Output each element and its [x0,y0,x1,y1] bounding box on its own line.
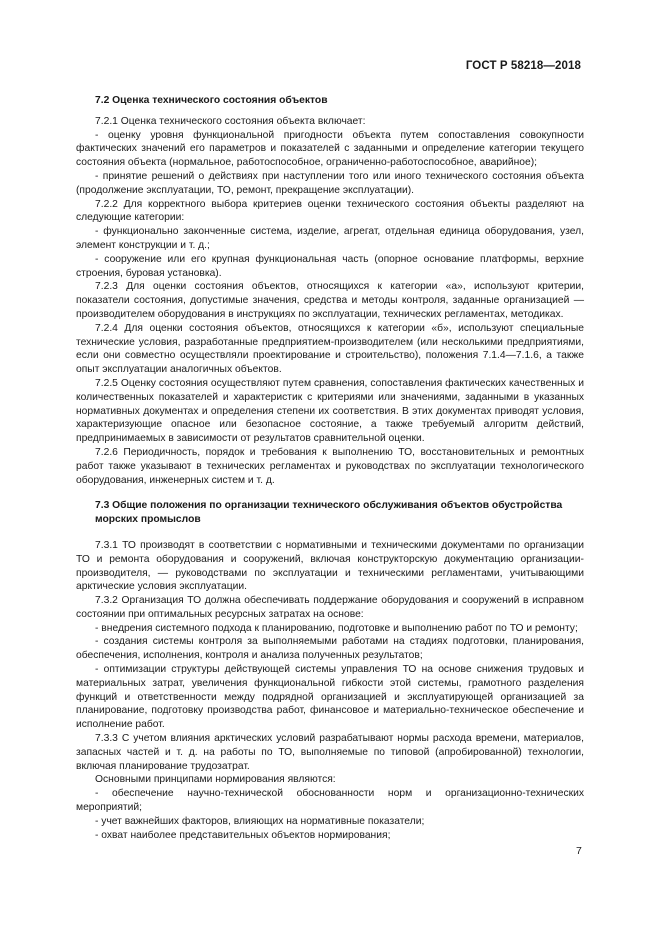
page-number: 7 [576,845,582,857]
list-item: - внедрения системного подхода к планированию, подготовке и выполнению работ по ТО и ремонту; [95,622,578,634]
list-item: - оценку уровня функциональной пригодности объекта путем сопоставления совокупности фактических значений его параметров и показателей с заданными и определение категории текущего состояния объекта (нормальное, работоспособное, ограниченно-работоспособное, аварийное); [76,129,584,169]
list-item: - учет важнейших факторов, влияющих на нормативные показатели; [95,815,425,827]
document-standard-id: ГОСТ Р 58218—2018 [465,60,581,72]
paragraph-7-3-3: 7.3.3 С учетом влияния арктических условий разрабатывают нормы расхода времени, материалов, запасных частей и т. д. на работы по ТО, выполняемые по типовой (апробированной) технологии, включая планирование трудозатрат. [76,733,584,772]
paragraph-7-2-1: 7.2.1 Оценка технического состояния объекта включает: [95,115,366,127]
paragraph-7-2-3: 7.2.3 Для оценки состояния объектов, относящихся к категории «а», используют критерии, показатели состояния, допустимые значения, средства и методы контроля, заданные организацией — производителем оборудования в инструкциях по эксплуатации, технических регламентах, методиках. [76,281,584,320]
paragraph-7-2-5: 7.2.5 Оценку состояния осуществляют путем сравнения, сопоставления фактических качественных и количественных показателей и характеристик с критериями или значениями, заданными в указанных нормативных документах и определения степени их соответствия. В этих документах приводят условия, характеризующие опасное или безопасное состояние, а также требуемый алгоритм действий, предпринимаемых в зависимости от результатов сравнительной оценки. [76,377,584,445]
list-item: - сооружение или его крупная функциональная часть (опорное основание платформы, верхние строения, буровая установка). [76,253,584,279]
section-7-3-heading-line1: 7.3 Общие положения по организации технического обслуживания объектов обустройства [95,500,563,512]
paragraph-7-2-6: 7.2.6 Периодичность, порядок и требования к выполнению ТО, восстановительных и ремонтных работ также указывают в технических регламентах и руководствах по эксплуатации технологического оборудования, инженерных систем и т. д. [76,446,584,486]
section-7-3-heading [76,499,584,527]
list-item: - принятие решений о действиях при наступлении того или иного технического состояния объекта (продолжение эксплуатации, ТО, ремонт, прекращение эксплуатации). [76,170,584,196]
paragraph-7-2-4: 7.2.4 Для оценки состояния объектов, относящихся к категории «б», используют специальные технические условия, разработанные предприятием-производителем (или несколькими предприятиями, если они совместно осуществляли проектирование и строительство), положения 7.1.4—7.1.6, а также опыт эксплуатации аналогичных объектов. [76,322,584,376]
paragraph-7-3-1: 7.3.1 ТО производят в соответствии с нормативными и техническими документами по организации ТО и ремонта оборудования и сооружений, включая конструкторскую документацию организации-производителя, — руководствами по эксплуатации и техническими регламентами, учитывающими арктические условия эксплуатации. [76,539,584,593]
list-item: - охват наиболее представительных объектов нормирования; [95,829,391,841]
list-item: - обеспечение научно-технической обоснованности норм и организационно-технических мероприятий; [76,788,584,814]
paragraph-7-2-2: 7.2.2 Для корректного выбора критериев оценки технического состояния объекты разделяют на следующие категории: [76,198,584,224]
section-7-2-heading: 7.2 Оценка технического состояния объектов [95,95,328,106]
list-item: - функционально законченные система, изделие, агрегат, отдельная единица оборудования, узел, элемент конструкции и т. д.; [76,226,584,251]
paragraph-principles-intro: Основными принципами нормирования являются: [95,774,336,786]
list-item: - оптимизации структуры действующей системы управления ТО на основе снижения трудовых и материальных затрат, увеличения функциональной гибкости этой системы, грамотного разделения функций и ответственности между подрядной организацией и эксплуатирующей организацией за планирование, подготовку производства работ, финансовое и материально-техническое обеспечение и исполнение работ. [76,664,584,731]
page-body [76,94,584,842]
list-item: - создания системы контроля за выполняемыми работами на стадиях подготовки, планирования, обеспечения, исполнения, контроля и анализа полученных результатов; [76,636,584,662]
section-7-3-heading-line2: морских промыслов [95,514,201,526]
paragraph-7-3-2: 7.3.2 Организация ТО должна обеспечивать поддержание оборудования и сооружений в исправном состоянии при оптимальных ресурсных затратах на основе: [76,595,584,620]
